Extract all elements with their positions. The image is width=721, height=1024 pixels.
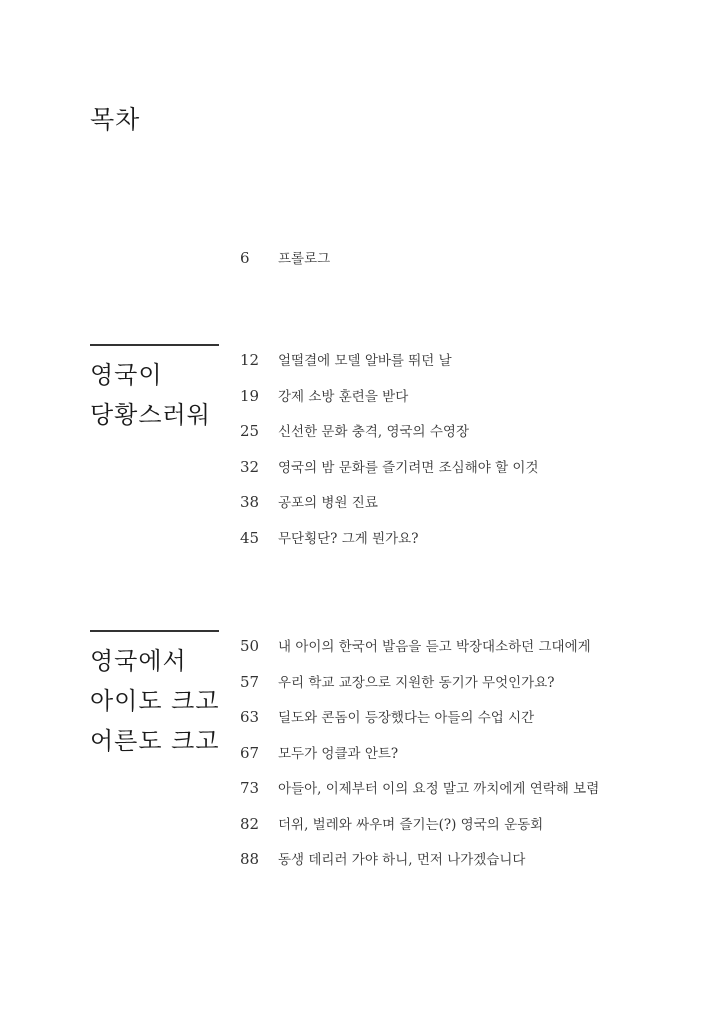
section-title [90,641,230,761]
section-title-line: 어른도 크고 [90,727,220,755]
page-title: 목차 [90,105,141,134]
section-divider [90,344,219,346]
toc-entry[interactable] [240,527,539,563]
section-divider [90,630,219,632]
toc-entry[interactable] [240,349,539,385]
toc-entry[interactable] [240,848,599,884]
toc-page-number: 45 [240,528,260,547]
toc-entry[interactable] [240,671,599,707]
toc-entry-title: 동생 데리러 가야 하니, 먼저 나가겠습니다 [278,852,526,868]
toc-entry-title: 모두가 엉클과 안트? [278,745,399,762]
toc-entry-title: 더위, 벌레와 싸우며 즐기는(?) 영국의 운동회 [278,816,544,833]
toc-page-number: 38 [240,493,260,511]
section-title-line: 영국이 [90,361,163,389]
toc-entry-title: 아들아, 이제부터 이의 요정 말고 까치에게 연락해 보렴 [278,781,600,797]
toc-entry-title: 프롤로그 [278,251,331,267]
toc-entry-title: 공포의 병원 진료 [278,495,378,511]
toc-page-number: 50 [240,637,260,655]
toc-entry-title: 강제 소방 훈련을 받다 [278,388,409,405]
section-title-line: 아이도 크고 [90,687,220,715]
toc-page-number: 25 [240,422,260,440]
toc-entry-title: 딜도와 콘돔이 등장했다는 아들의 수업 시간 [278,710,535,726]
toc-page-number: 12 [240,351,260,369]
toc-page-number: 82 [240,814,260,833]
toc-entry[interactable] [240,706,599,742]
toc-entry-list [240,635,599,884]
toc-page-number: 57 [240,672,260,691]
toc-entry[interactable] [240,491,539,527]
toc-entry[interactable] [240,742,599,778]
toc-entry[interactable] [240,777,599,813]
toc-page-number: 63 [240,708,260,726]
toc-entry-title: 우리 학교 교장으로 지원한 동기가 무엇인가요? [278,674,555,691]
toc-page-number: 6 [240,249,250,267]
toc-entry-list [240,349,539,562]
toc-entry-title: 얼떨결에 모델 알바를 뛰던 날 [278,353,452,369]
toc-page-number: 32 [240,457,260,476]
toc-entry-prologue[interactable] [240,247,330,267]
toc-page-number: 67 [240,743,260,762]
toc-entry[interactable] [240,420,539,456]
section-title [90,355,230,435]
section-title-line: 당황스러워 [90,401,211,429]
toc-entry-title: 영국의 밤 문화를 즐기려면 조심해야 할 이것 [278,459,539,476]
toc-entry[interactable] [240,385,539,421]
toc-entry[interactable] [240,813,599,849]
toc-entry-title: 신선한 문화 충격, 영국의 수영장 [278,424,469,440]
toc-page-number: 73 [240,779,260,797]
section-title-line: 영국에서 [90,647,187,675]
toc-page-number: 19 [240,386,260,405]
toc-page-number: 88 [240,850,260,868]
toc-entry-title: 무단횡단? 그게 뭔가요? [278,530,419,547]
toc-entry[interactable] [240,456,539,492]
toc-entry-title: 내 아이의 한국어 발음을 듣고 박장대소하던 그대에게 [278,639,591,655]
toc-entry[interactable] [240,635,599,671]
